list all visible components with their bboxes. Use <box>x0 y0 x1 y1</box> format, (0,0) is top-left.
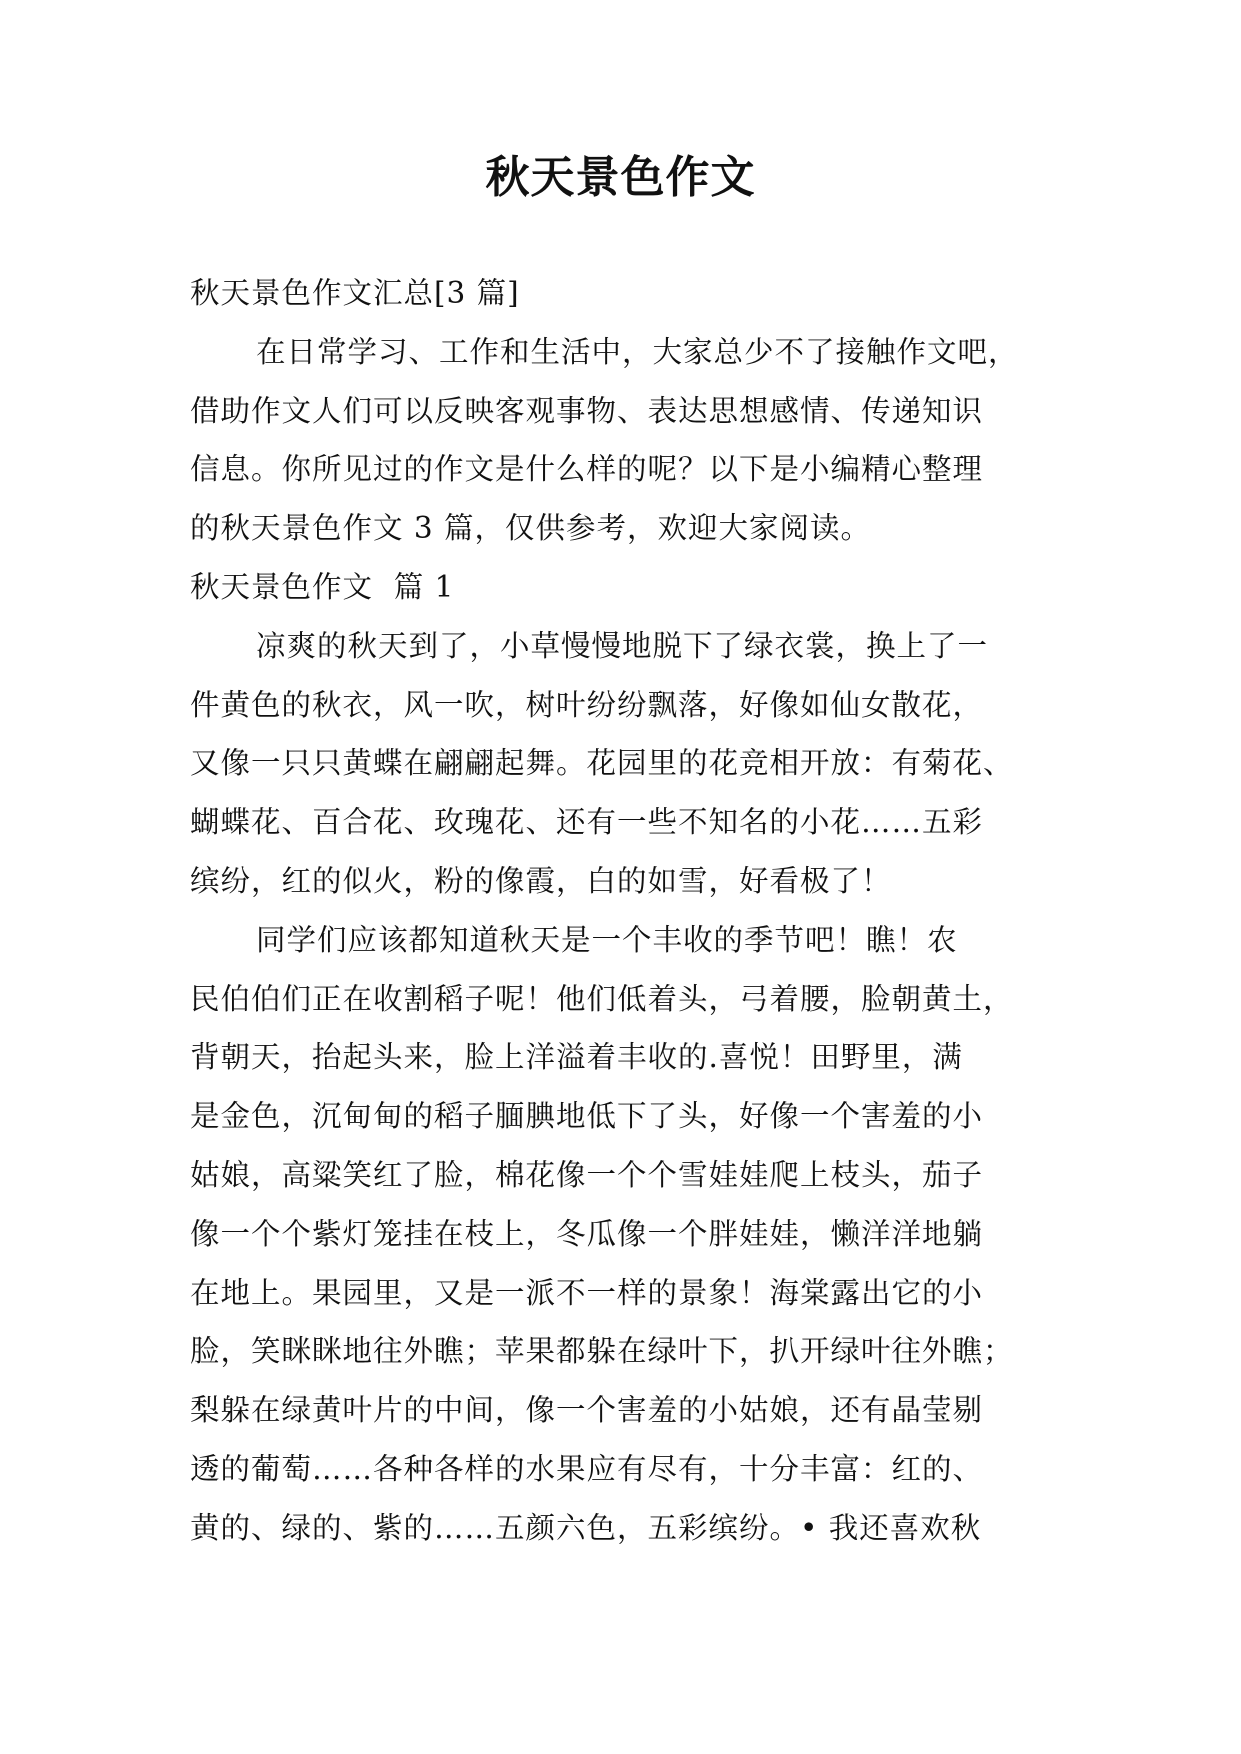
paragraph-line: 在地上。果园里，又是一派不一样的景象！海棠露出它的小 <box>190 1275 984 1310</box>
paragraph-line: 背朝天，抬起头来，脸上洋溢着丰收的.喜悦！田野里，满 <box>190 1040 963 1075</box>
paragraph-line: 凉爽的秋天到了，小草慢慢地脱下了绿衣裳，换上了一 <box>256 628 989 663</box>
paragraph-line: 透的葡萄……各种各样的水果应有尽有，十分丰富：红的、 <box>190 1451 984 1486</box>
paragraph-line: 又像一只只黄蝶在翩翩起舞。花园里的花竞相开放：有菊花、 <box>190 746 1014 781</box>
paragraph-line: 在日常学习、工作和生活中，大家总少不了接触作文吧， <box>256 334 1019 369</box>
paragraph-line: 梨躲在绿黄叶片的中间，像一个害羞的小姑娘，还有晶莹剔 <box>190 1393 984 1428</box>
paragraph-line: 姑娘，高粱笑红了脸，棉花像一个个雪娃娃爬上枝头，茄子 <box>190 1157 984 1192</box>
paragraph-line: 缤纷，红的似火，粉的像霞，白的如雪，好看极了！ <box>190 863 892 898</box>
paragraph-line: 脸，笑眯眯地往外瞧；苹果都躲在绿叶下，扒开绿叶往外瞧； <box>190 1334 1014 1369</box>
document-body <box>190 264 1060 1558</box>
paragraph-line: 信息。你所见过的作文是什么样的呢？以下是小编精心整理 <box>190 452 984 487</box>
paragraph-line: 民伯伯们正在收割稻子呢！他们低着头，弓着腰，脸朝黄土， <box>190 981 1014 1016</box>
paragraph-line: 借助作文人们可以反映客观事物、表达思想感情、传递知识 <box>190 393 984 428</box>
paragraph-line: 件黄色的秋衣，风一吹，树叶纷纷飘落，好像如仙女散花， <box>190 687 984 722</box>
paragraph-line: 是金色，沉甸甸的稻子腼腆地低下了头，好像一个害羞的小 <box>190 1099 984 1134</box>
document-title: 秋天景色作文 <box>485 152 756 203</box>
paragraph-line: 的秋天景色作文 3 篇，仅供参考，欢迎大家阅读。 <box>190 511 872 546</box>
paragraph-line: 同学们应该都知道秋天是一个丰收的季节吧！瞧！农 <box>256 922 958 957</box>
paragraph-line: 黄的、绿的、紫的……五颜六色，五彩缤纷。• 我还喜欢秋 <box>190 1510 982 1545</box>
paragraph-line: 蝴蝶花、百合花、玫瑰花、还有一些不知名的小花……五彩 <box>190 805 984 840</box>
section-heading: 秋天景色作文汇总[3 篇] <box>190 276 520 310</box>
paragraph-line: 像一个个紫灯笼挂在枝上，冬瓜像一个胖娃娃，懒洋洋地躺 <box>190 1216 984 1251</box>
section-heading: 秋天景色作文 篇 1 <box>190 569 455 604</box>
